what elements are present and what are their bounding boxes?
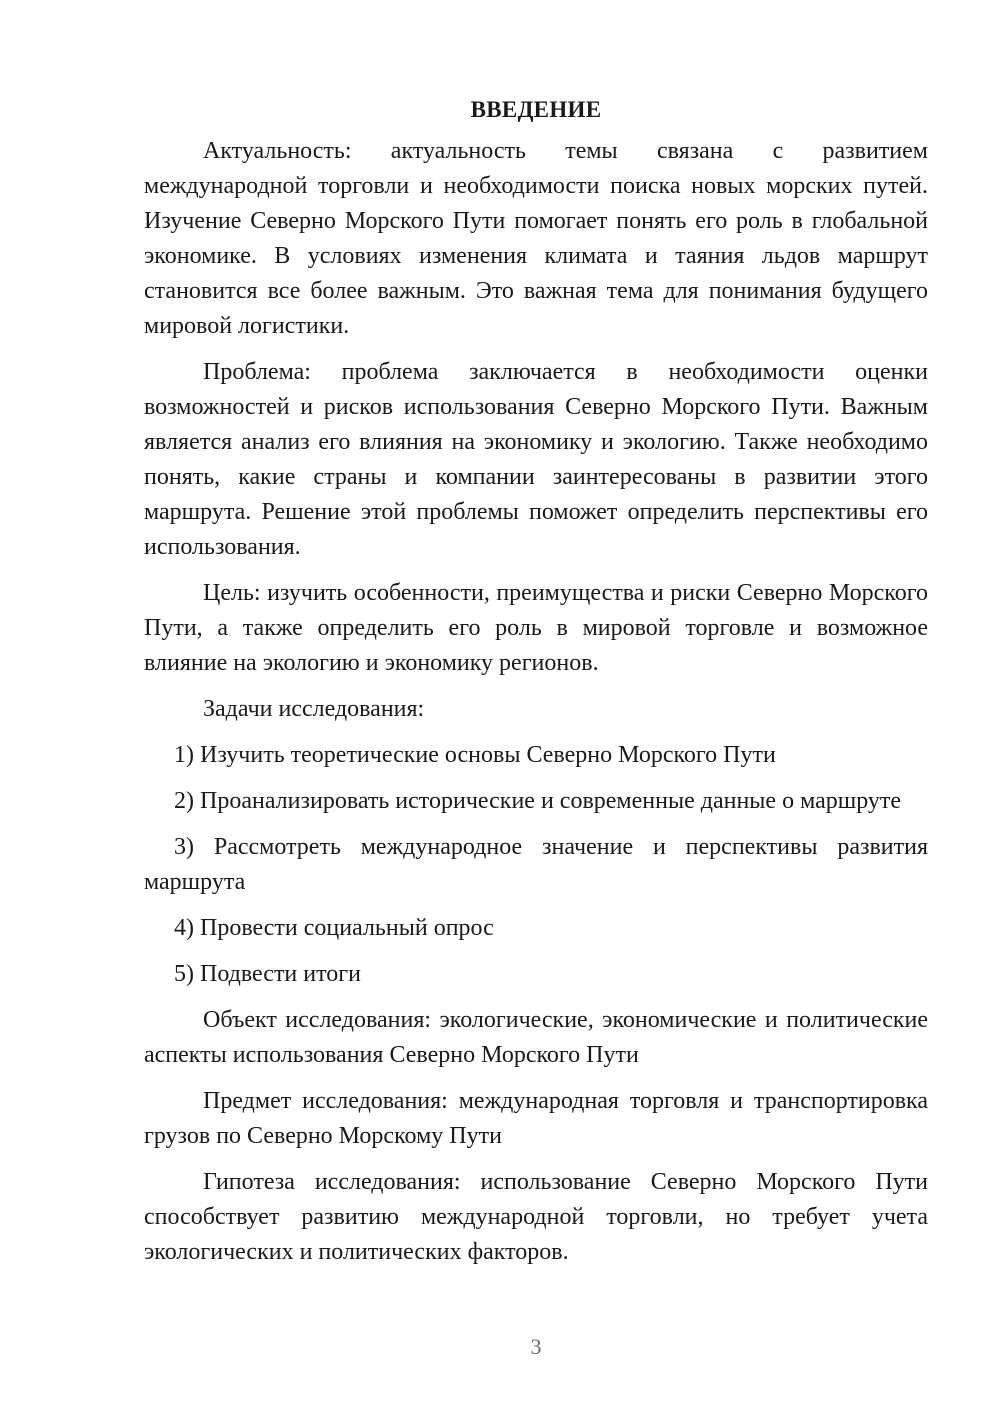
task-item-1: 1) Изучить теоретические основы Северно Морского Пути (174, 742, 776, 768)
object-paragraph: Объект исследования: экологические, экономические и политические аспекты использования Северно Морского Пути (144, 1007, 928, 1068)
task-item-2: 2) Проанализировать исторические и современные данные о маршруте (174, 788, 902, 814)
section-heading: ВВЕДЕНИЕ (470, 97, 602, 122)
task-item-3: 3) Рассмотреть международное значение и перспективы развития маршрута (144, 834, 928, 895)
task-item-5: 5) Подвести итоги (174, 961, 361, 987)
subject-paragraph: Предмет исследования: международная торговля и транспортировка грузов по Северно Морскому Пути (144, 1088, 928, 1149)
page-number: 3 (530, 1334, 542, 1359)
relevance-paragraph: Актуальность: актуальность темы связана с развитием международной торговли и необходимости поиска новых морских путей. Изучение Северно Морского Пути помогает понять его роль в глобальной экономике. В условиях изменения климата и таяния льдов маршрут становится все более важным. Это важная тема для понимания будущего мировой логистики. (144, 138, 928, 339)
goal-paragraph: Цель: изучить особенности, преимущества и риски Северно Морского Пути, а также определить его роль в мировой торговле и возможное влияние на экологию и экономику регионов. (144, 580, 928, 676)
page-content (144, 94, 928, 1281)
problem-paragraph: Проблема: проблема заключается в необходимости оценки возможностей и рисков использования Северно Морского Пути. Важным является анализ его влияния на экономику и экологию. Также необходимо понять, какие страны и компании заинтересованы в развитии этого маршрута. Решение этой проблемы поможет определить перспективы его использования. (144, 359, 928, 560)
tasks-title: Задачи исследования: (203, 696, 425, 722)
task-item-4: 4) Провести социальный опрос (174, 915, 494, 941)
hypothesis-paragraph: Гипотеза исследования: использование Северно Морского Пути способствует развитию международной торговли, но требует учета экологических и политических факторов. (144, 1169, 928, 1265)
